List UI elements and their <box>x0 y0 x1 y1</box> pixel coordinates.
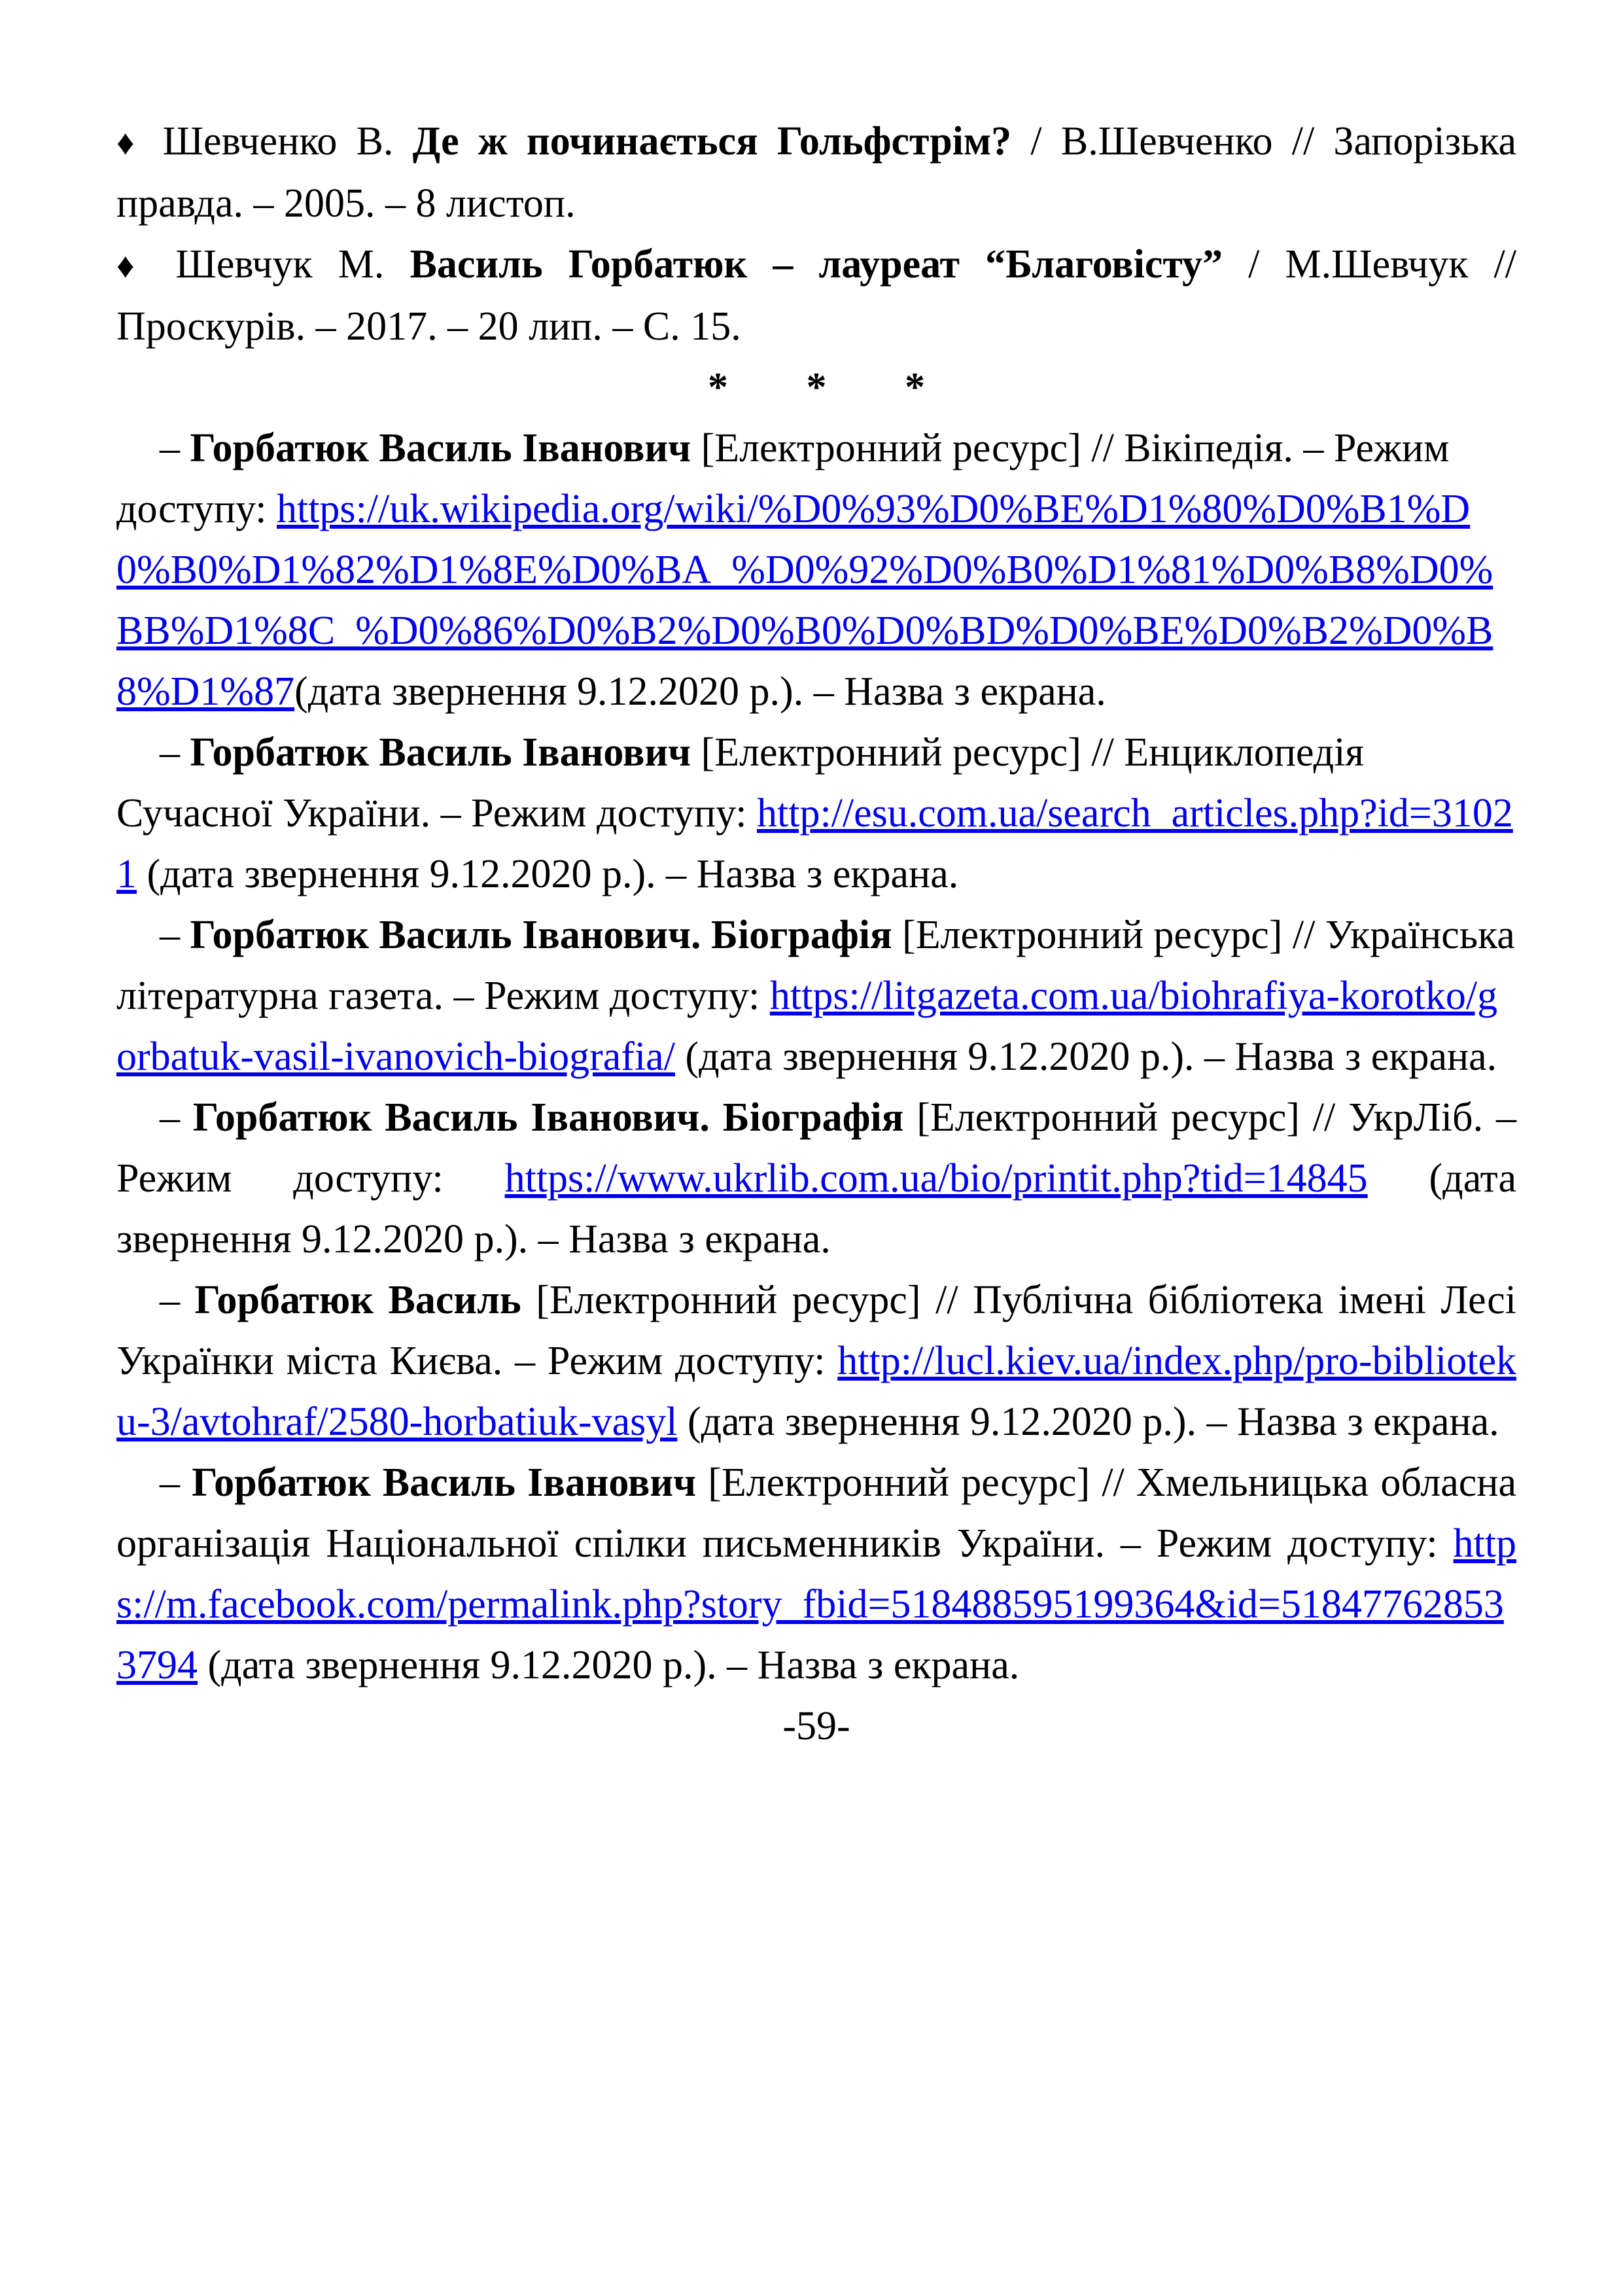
online-entry <box>116 1087 1516 1270</box>
entry-title: Де ж починається Гольфстрім? <box>412 119 1012 164</box>
online-entry <box>116 905 1516 1087</box>
entry-source: [Електронний ресурс] // УкрЛіб. – Режим доступу: <box>116 1095 1516 1201</box>
entry-source: [Електронний ресурс] // Українська літературна газета. – Режим доступу: <box>116 913 1515 1018</box>
entry-source: [Електронний ресурс] // Вікіпедія. – Режим доступу: <box>116 426 1450 531</box>
entry-title: Горбатюк Василь Іванович. Біографія <box>190 913 892 957</box>
entry-dash: – <box>160 1278 180 1322</box>
entry-tail: (дата звернення 9.12.2020 р.). – Назва з екрана. <box>685 1034 1497 1079</box>
entry-author: Шевчук М. <box>175 242 385 287</box>
entry-dash: – <box>160 913 180 957</box>
entry-dash: – <box>160 426 180 470</box>
entry-tail: (дата звернення 9.12.2020 р.). – Назва з екрана. <box>687 1400 1499 1444</box>
entry-title: Горбатюк Василь <box>194 1278 521 1322</box>
entry-source: [Електронний ресурс] // Хмельницька обласна організація Національної спілки письменників України. – Режим доступу: <box>116 1460 1517 1566</box>
entry-link[interactable]: https://litgazeta.com.ua/biohrafiya-korotko/gorbatuk-vasil-ivanovich-biografia/ <box>116 974 1498 1079</box>
entry-rest: / В.Шевченко // Запорізька правда. – 2005. – 8 листоп. <box>116 119 1517 226</box>
document-page <box>116 111 1516 1757</box>
entry-tail: (дата звернення 9.12.2020 р.). – Назва з екрана. <box>147 852 959 896</box>
entry-author: Шевченко В. <box>162 119 394 164</box>
page-number: -59- <box>782 1704 850 1748</box>
entry-link[interactable]: https://m.facebook.com/permalink.php?story_fbid=518488595199364&id=518477628533794 <box>116 1521 1516 1687</box>
diamond-bullet-icon: ♦ <box>116 123 144 162</box>
entry-link[interactable]: https://www.ukrlib.com.ua/bio/printit.php?tid=14845 <box>504 1156 1368 1201</box>
entry-source: [Електронний ресурс] // Енциклопедія Сучасної України. – Режим доступу: <box>116 730 1364 836</box>
entry-tail: (дата звернення 9.12.2020 р.). – Назва з екрана. <box>116 1156 1516 1262</box>
online-entry <box>116 1453 1516 1696</box>
entry-title: Горбатюк Василь Іванович <box>192 1460 697 1505</box>
entry-rest: / М.Шевчук // Проскурів. – 2017. – 20 лип. – С. 15. <box>116 242 1517 349</box>
entry-link[interactable]: http://lucl.kiev.ua/index.php/pro-biblioteku-3/avtohraf/2580-horbatiuk-vasyl <box>116 1339 1516 1444</box>
entry-dash: – <box>160 1095 180 1140</box>
entry-dash: – <box>160 1460 180 1505</box>
entry-title: Горбатюк Василь Іванович <box>190 426 691 470</box>
online-entry <box>116 1270 1516 1453</box>
entry-dash: – <box>160 730 180 775</box>
entry-source: [Електронний ресурс] // Публічна бібліотека імені Лесі Українки міста Києва. – Режим доступу: <box>116 1278 1516 1383</box>
diamond-bullet-icon: ♦ <box>116 246 150 285</box>
entry-title: Горбатюк Василь Іванович <box>190 730 691 775</box>
entry-tail: (дата звернення 9.12.2020 р.). – Назва з екрана. <box>294 669 1106 714</box>
entry-link[interactable]: http://esu.com.ua/search_articles.php?id=31021 <box>116 791 1513 896</box>
print-entry <box>116 111 1516 234</box>
section-separator: * * * <box>708 365 959 410</box>
entry-tail: (дата звернення 9.12.2020 р.). – Назва з екрана. <box>207 1643 1020 1687</box>
entry-link[interactable]: https://uk.wikipedia.org/wiki/%D0%93%D0%BE%D1%80%D0%B1%D0%B0%D1%82%D1%8E%D0%BA_%D0%92%D0%B0%D1%81%D0%B8%D0%BB%D1%8C_%D0%86%D0%B2%D0%B0%D0%BD%D0%BE%D0%B2%D0%B8%D1%87 <box>116 487 1493 714</box>
print-entry <box>116 234 1516 357</box>
online-entry <box>116 722 1516 905</box>
entry-title: Василь Горбатюк – лауреат “Благовісту” <box>410 242 1223 287</box>
online-entry <box>116 418 1516 722</box>
entry-title: Горбатюк Василь Іванович. Біографія <box>192 1095 904 1140</box>
